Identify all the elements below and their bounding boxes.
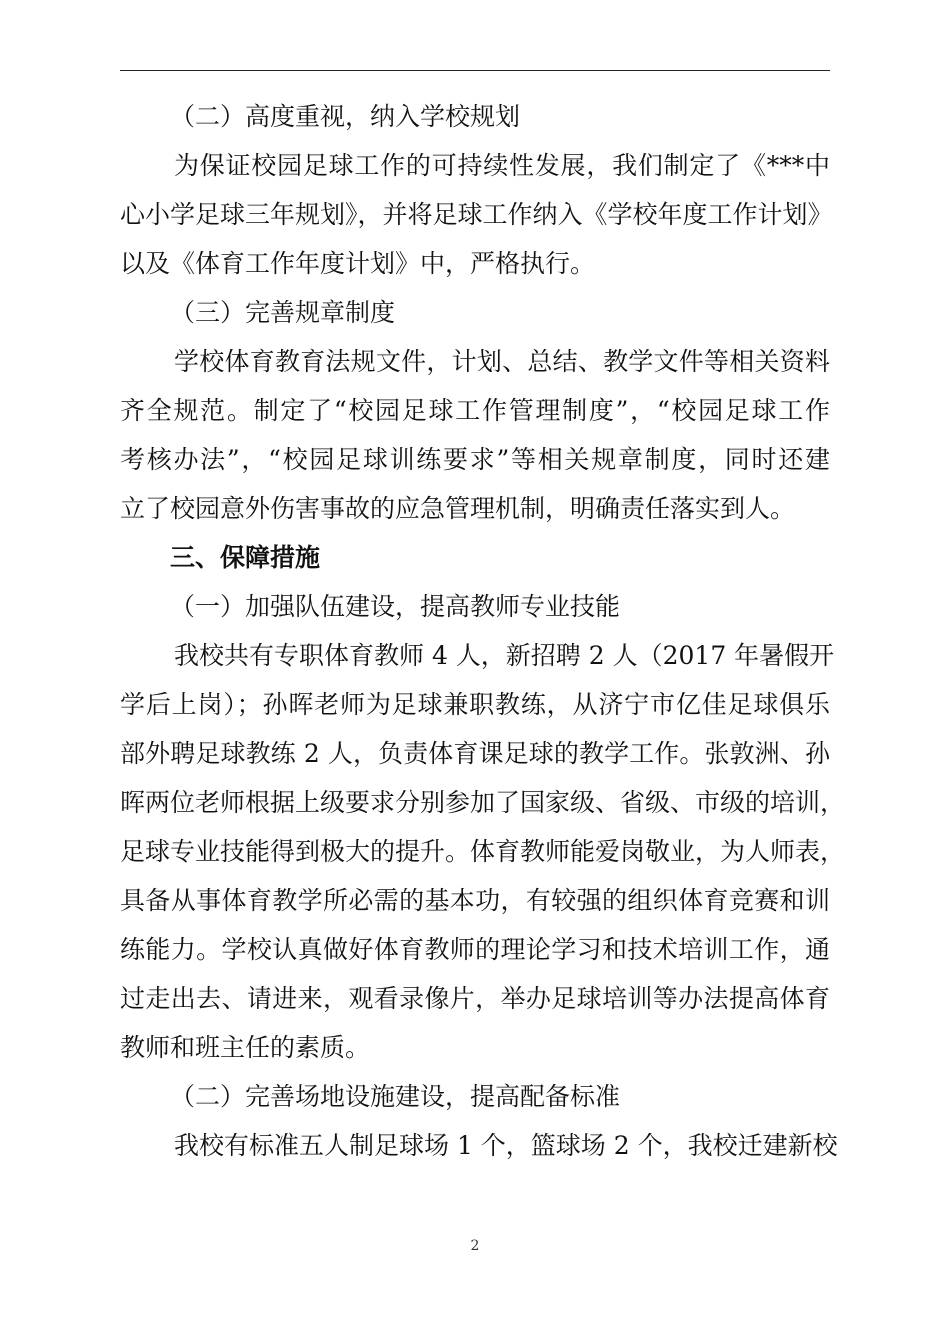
section-heading: 三、保障措施: [170, 543, 321, 572]
paragraph-line: 晖两位老师根据上级要求分别参加了国家级、省级、市级的培训，: [120, 788, 846, 817]
paragraph-line: 为保证校园足球工作的可持续性发展，我们制定了《***中: [174, 151, 830, 180]
paragraph-line: 学校体育教育法规文件，计划、总结、教学文件等相关资料: [174, 347, 830, 376]
paragraph-line: 立了校园意外伤害事故的应急管理机制，明确责任落实到人。: [120, 494, 796, 523]
page-number: 2: [470, 1238, 480, 1254]
paragraph-line: 过走出去、请进来，观看录像片，举办足球培训等办法提高体育: [120, 984, 830, 1013]
subsection-heading: （一）加强队伍建设，提高教师专业技能: [170, 592, 621, 621]
header-rule: [120, 70, 830, 71]
paragraph-line: 考核办法”，“校园足球训练要求”等相关规章制度，同时还建: [120, 445, 830, 474]
subsection-heading: （三）完善规章制度: [170, 298, 396, 327]
subsection-heading: （二）高度重视，纳入学校规划: [170, 102, 521, 131]
paragraph-line: 我校有标准五人制足球场 1 个，篮球场 2 个，我校迁建新校: [174, 1131, 838, 1160]
document-body: [120, 92, 846, 1170]
paragraph: [120, 1121, 838, 1170]
paragraph-line: 具备从事体育教学所必需的基本功，有较强的组织体育竞赛和训: [120, 886, 830, 915]
paragraph-line: 学后上岗）；孙晖老师为足球兼职教练，从济宁市亿佳足球俱乐: [120, 690, 830, 719]
paragraph-line: 心小学足球三年规划》，并将足球工作纳入《学校年度工作计划》: [120, 200, 833, 229]
paragraph-line: 足球专业技能得到极大的提升。体育教师能爱岗敬业，为人师表，: [120, 837, 846, 866]
paragraph: [120, 337, 830, 533]
paragraph-line: 以及《体育工作年度计划》中，严格执行。: [120, 249, 596, 278]
paragraph: [120, 141, 833, 288]
paragraph-line: 练能力。学校认真做好体育教师的理论学习和技术培训工作，通: [120, 935, 830, 964]
paragraph-line: 教师和班主任的素质。: [120, 1033, 371, 1062]
paragraph: [120, 631, 846, 1072]
subsection-heading: （二）完善场地设施建设，提高配备标准: [170, 1082, 621, 1111]
paragraph-line: 我校共有专职体育教师 4 人，新招聘 2 人（2017 年暑假开: [174, 641, 835, 670]
paragraph-line: 部外聘足球教练 2 人，负责体育课足球的教学工作。张敦洲、孙: [120, 739, 830, 768]
paragraph-line: 齐全规范。制定了“校园足球工作管理制度”，“校园足球工作: [120, 396, 830, 425]
